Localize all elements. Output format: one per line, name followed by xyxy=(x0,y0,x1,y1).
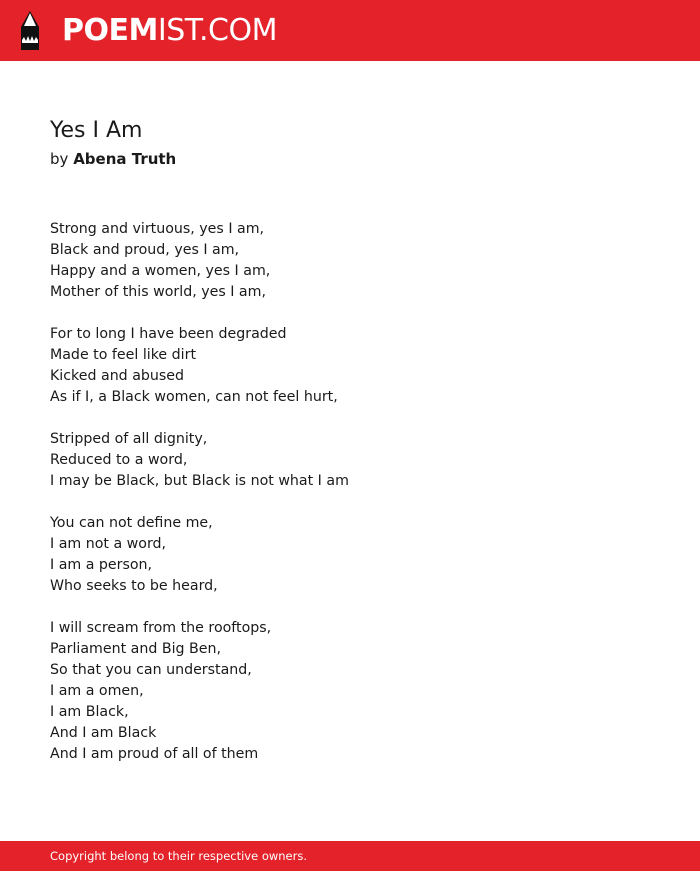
poem-line: So that you can understand, xyxy=(50,662,252,678)
poem-line: I am a person, xyxy=(50,557,153,573)
stanza xyxy=(50,324,650,408)
poem-line: I may be Black, but Black is not what I am xyxy=(50,473,349,489)
pen-nib-icon xyxy=(17,10,43,52)
poem-line: Happy and a women, yes I am, xyxy=(50,263,271,279)
poem-line: Strong and virtuous, yes I am, xyxy=(50,221,265,237)
logo-light-text: IST.COM xyxy=(157,13,277,48)
poem-line: Parliament and Big Ben, xyxy=(50,641,221,657)
poem-line: And I am proud of all of them xyxy=(50,746,259,762)
poem-line: For to long I have been degraded xyxy=(50,326,287,342)
poem-line: And I am Black xyxy=(50,725,157,741)
poem-line: You can not define me, xyxy=(50,515,213,531)
poem-line: Reduced to a word, xyxy=(50,452,188,468)
poem-line: Kicked and abused xyxy=(50,368,185,384)
site-logo[interactable] xyxy=(62,12,277,50)
poem-line: I am Black, xyxy=(50,704,129,720)
stanza xyxy=(50,618,650,765)
poem-line: Who seeks to be heard, xyxy=(50,578,218,594)
poem-line: Made to feel like dirt xyxy=(50,347,197,363)
poem-line: Stripped of all dignity, xyxy=(50,431,208,447)
author-name: Abena Truth xyxy=(73,150,177,168)
by-label: by xyxy=(50,150,69,168)
poem-body xyxy=(50,219,650,786)
poem-line: I am a omen, xyxy=(50,683,144,699)
poem-line: I am not a word, xyxy=(50,536,167,552)
site-header xyxy=(0,0,700,61)
poem-line: I will scream from the rooftops, xyxy=(50,620,272,636)
poem-line: Black and proud, yes I am, xyxy=(50,242,240,258)
copyright-notice: Copyright belong to their respective owners. xyxy=(50,849,308,863)
stanza xyxy=(50,429,650,492)
byline xyxy=(50,148,176,170)
site-footer xyxy=(0,841,700,871)
stanza xyxy=(50,513,650,597)
stanza xyxy=(50,219,650,303)
poem-line: Mother of this world, yes I am, xyxy=(50,284,266,300)
poem-line: As if I, a Black women, can not feel hurt, xyxy=(50,389,338,405)
logo-bold-text: POEM xyxy=(62,13,158,48)
poem-title: Yes I Am xyxy=(50,118,143,143)
